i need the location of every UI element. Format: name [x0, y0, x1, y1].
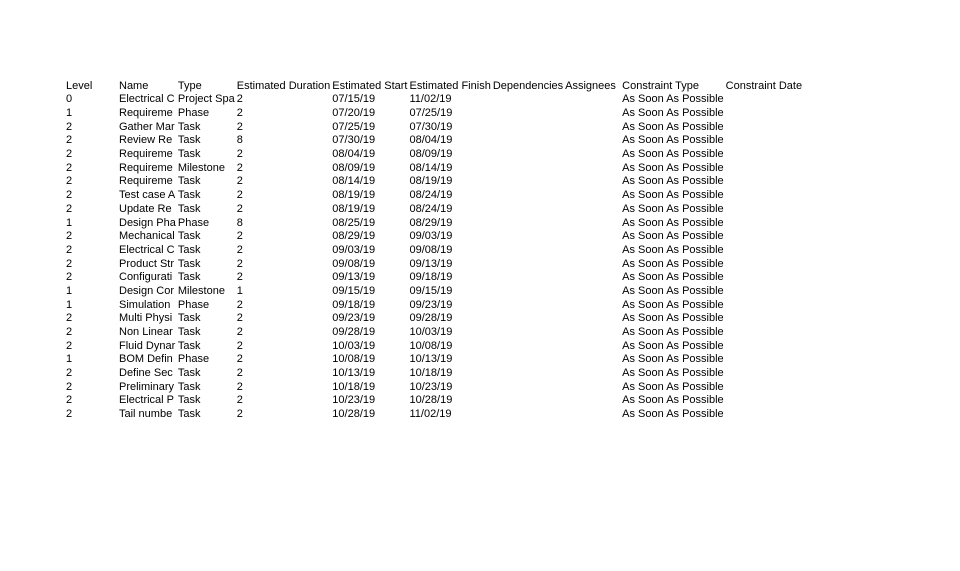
cell-constraint_type: As Soon As Possible — [622, 298, 724, 311]
cell-constraint_type: As Soon As Possible — [622, 380, 724, 393]
cell-est_finish: 10/13/19 — [409, 353, 453, 366]
table-row[interactable] — [64, 312, 809, 326]
cell-dependencies — [491, 161, 563, 175]
cell-type: Task — [177, 312, 201, 325]
cell-name: Design Cor — [119, 284, 175, 297]
table-row[interactable] — [64, 216, 809, 230]
cell-constraint_type: As Soon As Possible — [622, 93, 724, 106]
cell-est_start: 10/23/19 — [332, 394, 376, 407]
cell-est_start: 08/19/19 — [332, 202, 376, 215]
cell-est_finish: 09/18/19 — [409, 271, 453, 284]
cell-est_duration: 2 — [236, 353, 243, 366]
cell-level: 1 — [66, 107, 73, 120]
cell-est_start: 10/08/19 — [332, 353, 376, 366]
table-row[interactable] — [64, 148, 809, 162]
cell-dependencies — [491, 120, 563, 134]
column-header-estimated-duration: Estimated Duration — [236, 79, 331, 92]
cell-name: Fluid Dynar — [119, 339, 176, 352]
cell-constraint_date — [724, 298, 809, 312]
cell-constraint_date — [724, 134, 809, 148]
cell-est_duration: 1 — [236, 284, 243, 297]
table-row[interactable] — [64, 189, 809, 203]
cell-est_start: 09/08/19 — [332, 257, 376, 270]
cell-assignees — [563, 285, 620, 299]
cell-dependencies — [491, 148, 563, 162]
cell-constraint_date — [724, 339, 809, 353]
cell-constraint_date — [724, 394, 809, 408]
cell-level: 2 — [66, 120, 73, 133]
cell-constraint_date — [724, 257, 809, 271]
cell-level: 2 — [66, 394, 73, 407]
cell-assignees — [563, 230, 620, 244]
cell-est_finish: 09/15/19 — [409, 284, 453, 297]
cell-constraint_type: As Soon As Possible — [622, 243, 724, 256]
cell-type: Task — [177, 120, 201, 133]
cell-name: Requireme — [119, 161, 173, 174]
cell-dependencies — [491, 380, 563, 394]
cell-constraint_date — [724, 353, 809, 367]
cell-est_duration: 8 — [236, 134, 243, 147]
cell-level: 2 — [66, 271, 73, 284]
cell-est_duration: 2 — [236, 107, 243, 120]
cell-constraint_type: As Soon As Possible — [622, 312, 724, 325]
cell-dependencies — [491, 203, 563, 217]
cell-est_duration: 2 — [236, 298, 243, 311]
cell-level: 0 — [66, 93, 73, 106]
cell-dependencies — [491, 285, 563, 299]
cell-assignees — [563, 326, 620, 340]
cell-est_duration: 2 — [236, 271, 243, 284]
cell-assignees — [563, 161, 620, 175]
table-row[interactable] — [64, 394, 809, 408]
cell-est_duration: 2 — [236, 202, 243, 215]
cell-level: 2 — [66, 202, 73, 215]
cell-constraint_type: As Soon As Possible — [622, 284, 724, 297]
column-header-constraint-date: Constraint Date — [725, 79, 803, 92]
cell-est_finish: 10/08/19 — [409, 339, 453, 352]
cell-assignees — [563, 339, 620, 353]
cell-est_finish: 07/25/19 — [409, 107, 453, 120]
cell-type: Phase — [177, 216, 210, 229]
cell-est_finish: 08/09/19 — [409, 148, 453, 161]
cell-est_duration: 2 — [236, 312, 243, 325]
cell-constraint_type: As Soon As Possible — [622, 216, 724, 229]
cell-name: Design Pha — [119, 216, 176, 229]
cell-level: 2 — [66, 408, 73, 421]
cell-assignees — [563, 175, 620, 189]
cell-constraint_type: As Soon As Possible — [622, 339, 724, 352]
cell-est_duration: 2 — [236, 230, 243, 243]
cell-constraint_type: As Soon As Possible — [622, 175, 724, 188]
table-row[interactable] — [64, 93, 809, 107]
cell-constraint_date — [724, 216, 809, 230]
cell-est_finish: 09/03/19 — [409, 230, 453, 243]
cell-est_start: 07/30/19 — [332, 134, 376, 147]
cell-est_finish: 09/23/19 — [409, 298, 453, 311]
cell-assignees — [563, 216, 620, 230]
cell-est_start: 09/03/19 — [332, 243, 376, 256]
cell-level: 1 — [66, 353, 73, 366]
cell-est_finish: 08/04/19 — [409, 134, 453, 147]
cell-constraint_date — [724, 367, 809, 381]
cell-constraint_type: As Soon As Possible — [622, 189, 724, 202]
cell-level: 2 — [66, 189, 73, 202]
cell-est_duration: 2 — [236, 120, 243, 133]
cell-est_duration: 2 — [236, 394, 243, 407]
cell-est_finish: 08/24/19 — [409, 202, 453, 215]
cell-est_finish: 09/28/19 — [409, 312, 453, 325]
cell-est_start: 09/15/19 — [332, 284, 376, 297]
cell-constraint_type: As Soon As Possible — [622, 271, 724, 284]
cell-constraint_date — [724, 230, 809, 244]
cell-type: Phase — [177, 107, 210, 120]
cell-name: Product Str — [119, 257, 175, 270]
cell-dependencies — [491, 216, 563, 230]
cell-name: Test case A — [119, 189, 176, 202]
cell-est_duration: 2 — [236, 161, 243, 174]
cell-assignees — [563, 380, 620, 394]
cell-dependencies — [491, 353, 563, 367]
cell-level: 1 — [66, 298, 73, 311]
cell-constraint_date — [724, 189, 809, 203]
cell-est_finish: 08/19/19 — [409, 175, 453, 188]
cell-dependencies — [491, 271, 563, 285]
cell-constraint_type: As Soon As Possible — [622, 107, 724, 120]
cell-name: Requireme — [119, 148, 173, 161]
cell-est_finish: 08/14/19 — [409, 161, 453, 174]
cell-assignees — [563, 298, 620, 312]
table-row[interactable] — [64, 175, 809, 189]
cell-constraint_date — [724, 326, 809, 340]
cell-name: Update Re — [119, 202, 172, 215]
cell-assignees — [563, 93, 620, 107]
cell-name: Define Sec — [119, 367, 173, 380]
cell-constraint_date — [724, 107, 809, 121]
cell-name: Requireme — [119, 175, 173, 188]
cell-constraint_date — [724, 312, 809, 326]
cell-name: Tail numbe — [119, 408, 173, 421]
cell-level: 1 — [66, 216, 73, 229]
cell-level: 2 — [66, 367, 73, 380]
cell-level: 1 — [66, 284, 73, 297]
project-plan-table — [64, 79, 809, 422]
cell-est_finish: 11/02/19 — [409, 408, 452, 421]
cell-type: Task — [177, 175, 201, 188]
cell-dependencies — [491, 339, 563, 353]
table-row[interactable] — [64, 230, 809, 244]
cell-type: Task — [177, 394, 201, 407]
cell-level: 2 — [66, 161, 73, 174]
cell-est_start: 09/13/19 — [332, 271, 376, 284]
cell-est_duration: 2 — [236, 148, 243, 161]
cell-constraint_date — [724, 244, 809, 258]
cell-dependencies — [491, 367, 563, 381]
cell-level: 2 — [66, 312, 73, 325]
cell-est_start: 10/03/19 — [332, 339, 376, 352]
cell-est_finish: 09/13/19 — [409, 257, 453, 270]
cell-est_start: 10/18/19 — [332, 380, 376, 393]
cell-type: Phase — [177, 353, 210, 366]
cell-est_start: 08/29/19 — [332, 230, 376, 243]
cell-est_start: 07/15/19 — [332, 93, 376, 106]
cell-assignees — [563, 312, 620, 326]
cell-est_start: 09/23/19 — [332, 312, 376, 325]
column-header-name: Name — [119, 79, 149, 92]
cell-constraint_date — [724, 380, 809, 394]
cell-name: Mechanical — [119, 230, 175, 243]
cell-constraint_date — [724, 408, 809, 422]
cell-dependencies — [491, 394, 563, 408]
cell-est_duration: 8 — [236, 216, 243, 229]
table-row[interactable] — [64, 380, 809, 394]
cell-est_start: 09/18/19 — [332, 298, 376, 311]
cell-est_start: 10/28/19 — [332, 408, 376, 421]
table-row[interactable] — [64, 353, 809, 367]
cell-constraint_type: As Soon As Possible — [622, 120, 724, 133]
cell-level: 2 — [66, 380, 73, 393]
cell-level: 2 — [66, 326, 73, 339]
cell-constraint_type: As Soon As Possible — [622, 394, 724, 407]
cell-est_duration: 2 — [236, 380, 243, 393]
cell-type: Task — [177, 202, 201, 215]
cell-constraint_type: As Soon As Possible — [622, 326, 724, 339]
table-row[interactable] — [64, 408, 809, 422]
table-row[interactable] — [64, 257, 809, 271]
table-row[interactable] — [64, 244, 809, 258]
cell-est_duration: 2 — [236, 175, 243, 188]
cell-est_duration: 2 — [236, 243, 243, 256]
cell-type: Task — [177, 134, 201, 147]
cell-level: 2 — [66, 230, 73, 243]
cell-dependencies — [491, 257, 563, 271]
cell-constraint_type: As Soon As Possible — [622, 367, 724, 380]
cell-est_finish: 10/03/19 — [409, 326, 453, 339]
cell-est_finish: 08/29/19 — [409, 216, 453, 229]
cell-type: Task — [177, 380, 201, 393]
cell-constraint_date — [724, 203, 809, 217]
cell-dependencies — [491, 93, 563, 107]
cell-est_finish: 10/23/19 — [409, 380, 453, 393]
cell-name: Simulation — [119, 298, 171, 311]
cell-est_finish: 10/18/19 — [409, 367, 453, 380]
cell-dependencies — [491, 107, 563, 121]
table-row[interactable] — [64, 339, 809, 353]
table-row[interactable] — [64, 107, 809, 121]
cell-constraint_type: As Soon As Possible — [622, 148, 724, 161]
cell-est_duration: 2 — [236, 408, 243, 421]
cell-type: Task — [177, 230, 201, 243]
cell-est_start: 08/19/19 — [332, 189, 376, 202]
cell-assignees — [563, 203, 620, 217]
cell-assignees — [563, 257, 620, 271]
cell-est_start: 08/09/19 — [332, 161, 376, 174]
cell-assignees — [563, 148, 620, 162]
cell-est_finish: 10/28/19 — [409, 394, 453, 407]
cell-constraint_date — [724, 120, 809, 134]
cell-name: Electrical P — [119, 394, 175, 407]
cell-dependencies — [491, 298, 563, 312]
cell-constraint_date — [724, 175, 809, 189]
cell-assignees — [563, 107, 620, 121]
cell-constraint_type: As Soon As Possible — [622, 408, 724, 421]
cell-constraint_type: As Soon As Possible — [622, 134, 724, 147]
cell-assignees — [563, 271, 620, 285]
table-row[interactable] — [64, 326, 809, 340]
cell-name: Configurati — [119, 271, 173, 284]
column-header-constraint-type: Constraint Type — [622, 79, 699, 92]
cell-est_duration: 2 — [236, 257, 243, 270]
cell-type: Milestone — [177, 161, 225, 174]
cell-name: Gather Mar — [119, 120, 175, 133]
cell-type: Task — [177, 189, 201, 202]
cell-type: Milestone — [177, 284, 225, 297]
cell-constraint_date — [724, 161, 809, 175]
cell-assignees — [563, 134, 620, 148]
cell-type: Task — [177, 271, 201, 284]
cell-dependencies — [491, 189, 563, 203]
cell-dependencies — [491, 134, 563, 148]
cell-est_finish: 09/08/19 — [409, 243, 453, 256]
cell-type: Task — [177, 148, 201, 161]
table-row[interactable] — [64, 367, 809, 381]
cell-est_start: 08/25/19 — [332, 216, 376, 229]
table-row[interactable] — [64, 271, 809, 285]
cell-level: 2 — [66, 148, 73, 161]
column-header-estimated-start: Estimated Start — [332, 79, 408, 92]
column-header-level: Level — [66, 79, 93, 92]
cell-assignees — [563, 394, 620, 408]
table-row[interactable] — [64, 120, 809, 134]
cell-name: Non Linear — [119, 326, 173, 339]
cell-level: 2 — [66, 257, 73, 270]
cell-type: Task — [177, 257, 201, 270]
cell-est_start: 08/04/19 — [332, 148, 376, 161]
project-plan-table-container — [64, 79, 809, 422]
table-row[interactable] — [64, 285, 809, 299]
column-header-estimated-finish: Estimated Finish — [409, 79, 491, 92]
cell-dependencies — [491, 408, 563, 422]
cell-type: Project Spa — [177, 93, 235, 106]
cell-level: 2 — [66, 339, 73, 352]
table-row[interactable] — [64, 161, 809, 175]
cell-est_finish: 07/30/19 — [409, 120, 453, 133]
cell-est_duration: 2 — [236, 326, 243, 339]
cell-type: Task — [177, 367, 201, 380]
cell-est_duration: 2 — [236, 339, 243, 352]
table-row[interactable] — [64, 134, 809, 148]
column-header-dependencies: Dependencies — [492, 79, 564, 92]
cell-level: 2 — [66, 243, 73, 256]
cell-constraint_type: As Soon As Possible — [622, 353, 724, 366]
cell-est_start: 08/14/19 — [332, 175, 376, 188]
cell-name: Electrical C — [119, 93, 175, 106]
cell-name: Review Re — [119, 134, 173, 147]
cell-est_duration: 2 — [236, 367, 243, 380]
cell-dependencies — [491, 244, 563, 258]
cell-est_finish: 11/02/19 — [409, 93, 452, 106]
cell-est_duration: 2 — [236, 189, 243, 202]
cell-constraint_type: As Soon As Possible — [622, 230, 724, 243]
cell-assignees — [563, 408, 620, 422]
cell-type: Task — [177, 243, 201, 256]
cell-name: BOM Defin — [119, 353, 173, 366]
cell-constraint_date — [724, 148, 809, 162]
cell-assignees — [563, 189, 620, 203]
cell-assignees — [563, 353, 620, 367]
cell-est_start: 10/13/19 — [332, 367, 376, 380]
cell-type: Task — [177, 326, 201, 339]
cell-type: Phase — [177, 298, 210, 311]
cell-dependencies — [491, 312, 563, 326]
table-row[interactable] — [64, 298, 809, 312]
cell-constraint_type: As Soon As Possible — [622, 202, 724, 215]
header-row — [64, 79, 809, 93]
cell-name: Requireme — [119, 107, 173, 120]
cell-constraint_type: As Soon As Possible — [622, 161, 724, 174]
cell-assignees — [563, 244, 620, 258]
cell-dependencies — [491, 230, 563, 244]
cell-est_duration: 2 — [236, 93, 243, 106]
cell-assignees — [563, 367, 620, 381]
column-header-assignees: Assignees — [565, 79, 616, 92]
cell-constraint_date — [724, 285, 809, 299]
cell-est_start: 07/20/19 — [332, 107, 376, 120]
cell-name: Preliminary — [119, 380, 175, 393]
cell-level: 2 — [66, 134, 73, 147]
cell-name: Multi Physi — [119, 312, 173, 325]
cell-type: Task — [177, 408, 201, 421]
cell-est_start: 09/28/19 — [332, 326, 376, 339]
cell-dependencies — [491, 175, 563, 189]
cell-constraint_type: As Soon As Possible — [622, 257, 724, 270]
cell-assignees — [563, 120, 620, 134]
plan-table-body — [64, 93, 809, 422]
cell-level: 2 — [66, 175, 73, 188]
cell-est_start: 07/25/19 — [332, 120, 376, 133]
cell-name: Electrical C — [119, 243, 175, 256]
cell-dependencies — [491, 326, 563, 340]
table-row[interactable] — [64, 203, 809, 217]
cell-constraint_date — [724, 271, 809, 285]
cell-constraint_date — [724, 93, 809, 107]
cell-type: Task — [177, 339, 201, 352]
cell-est_finish: 08/24/19 — [409, 189, 453, 202]
column-header-type: Type — [177, 79, 202, 92]
